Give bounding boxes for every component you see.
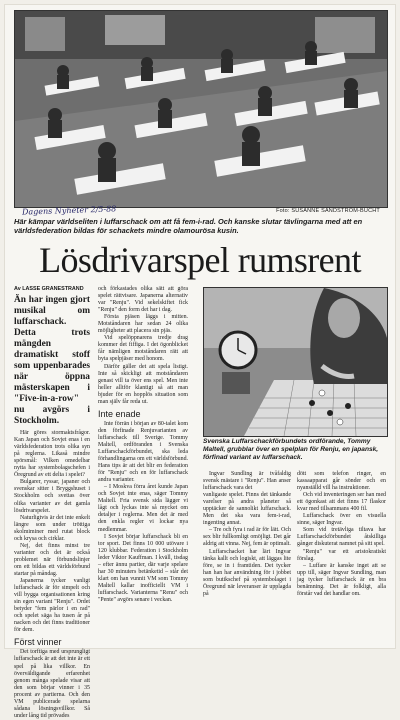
column-5-paragraph: Och vid inventeringen ser han med ett ögonkast att det finns 17 flaskor kvar med tillsammans 400 fil. (297, 492, 386, 513)
tournament-photo-illustration (15, 11, 387, 207)
handwritten-note: Dagens Nyheter 2/5-88 (21, 204, 117, 217)
column-2-paragraph: – I Moskva förra året kunde Japan och Sovjet inte enas, säger Tommy Maltell. Fria svensk sida lägger vi lågt och lyckas inte så mycket om detaljer i reglerna. Men det är med den enkla regler vi lockar nya medlemmar. (98, 484, 188, 533)
photo-credit: Foto: SUSANNE SANDSTRÖM-BUCHT (276, 208, 380, 214)
column-1-paragraph: Japanerna tycker vanligt luffarschack är för simpelt och vill bygga organisationen kring sin egen variant "Renju". Ordet betyder "fem pärlor i en rad" och spelet säga ha tusen år på nacken och det finns traditioner för dem. (14, 578, 90, 634)
top-photo-caption: Här kämpar världseliten i luffarschack om att få fem-i-rad. Och kanske slutar tävlingarna med att en världsfederation bildas för schackets mindre olamourösa kusin. (14, 217, 363, 235)
column-2-paragraph: Inte förrän i början av 80-talet kom den förfinade Renjuvarianten av luffarschack till Sverige. Tommy Maltell, ordföranden i Svenska Luffarschackförbundet, ska leda förhandlingarna om ett världsförbund. Hans tips är att det blir en federation för "Renju" och en för luffarschack andra varianter. (98, 420, 188, 484)
board-photo-caption: Svenska Luffarschackförbundets ordförande, Tommy Maltell, grubblar över en spelplan för Renju, en japansk, förfinad variant av luffarschack. (203, 438, 379, 461)
article-lead: Än har ingen gjort musikal om luffarschack. Detta trots mängden dramatiskt stoff som uppenbarades när öppna mästerskapen i "Five-in-a-row" nu avgörs i Stockholm. (14, 295, 90, 427)
article-column-5 (297, 471, 386, 645)
subheading-forst-vinner: Först vinner (14, 637, 62, 648)
article-column-1 (14, 286, 90, 719)
article-column-2 (98, 286, 188, 646)
column-4-paragraph: vanligaste spelet. Finns det tänkande varelser på andra planeter så upptäcker de sannolikt luffarschack. Men det ska vara fem-i-rad, ingenting annat. (203, 492, 291, 527)
column-2-paragraph: och förkastades olika sätt att göra spelet rättvisare. Japanerna alternativ var "Renju". Vid sekelskiftet fick "Renju" den form det har i dag. (98, 286, 188, 314)
subheading-inte-enade: Inte enade (98, 408, 141, 419)
renju-board-illustration (204, 288, 387, 436)
column-1-paragraph: Naturligtvis är det inte enkelt längre som under tröttiga skolmiminer med rutat block och krysa och cirklar. (14, 514, 90, 542)
column-5-paragraph: Som vid tretävliga tiltava har Luffarschackförbundet åtskilliga gånger diskuterat namnet på sitt spel. (297, 527, 386, 548)
column-4-paragraph: Ingvar Sundling är tvåfaldig svensk mästare i "Renju". Han anser luffarschack vara det (203, 471, 291, 492)
column-1-paragraph: Det torftiga med ursprungligt luffarschack är att det inte är ett spel på lika villkor. En överväldigande erfarenhet genom många spelade visar att den som börjar vinner i 35 procent av partierna. Och den VM publicerade spelarna sådana lösningsvillkor. Så under lång tid prövades (14, 649, 90, 719)
column-5-paragraph: dött som telefon ringer, en kassaapparat går sönder och en nyanställd vill ha instruktioner. (297, 471, 386, 492)
column-2-paragraph: I Sovjet börjar luffarschack bli en tor sport. Det finns 10 000 utövare i 120 klubbar. Federation i Stockholm leder Viktor Kauffman. I kväll, tisdag – efter ännu partier, där varje spelare har 30 minuters betänketid – står det klart om han vunnit VM som Tommy Maltell kallar inofficiellt VM i luffarschack. Varianterna "Renu" och "Pente" avgörs senare i veckan. (98, 533, 188, 603)
renju-board-photo (203, 287, 388, 437)
column-2-paragraph: Därför gäller det att spela listigt. Inte så skickligt att motståndaren genast vill ta över ens spel. Men inte heller alltför klantigt så att man bjuder för en hopplös situation som man själv får reda ut. (98, 363, 188, 405)
column-5-paragraph: – Luffare är kanske inget att se upp till, säger Ingvar Sundling, man jag tycker luffarschack är en bra benämning. Det är folkligt, alla förstår vad det handlar om. (297, 562, 386, 597)
column-1-paragraph: Här göres stormaktsfrågor. Kan Japan och Sovjet enas i en världsfederation trots olika syn på reglerna. Likaså mindre spörsmål: Vilken omedelbar nytta har systembolagschefen i Öregrund av ett delta i spelet? (14, 430, 90, 479)
column-4-paragraph: – Tre och fyra i rad är för lätt. Och sex blir fullkomligt omöjligt. Det går aldrig att vinna. Nej, fem är optimalt. (203, 527, 291, 548)
byline: Av LASSE GRANESTRAND (14, 286, 84, 292)
tournament-photo (14, 10, 388, 208)
column-5-paragraph: Luffarschack över en visuella sinne, säger Ingvar. (297, 513, 386, 527)
column-4-paragraph: Luffarschacket har lärt Ingvar tänka kallt och logiskt, att läggas lite före, se in i framtiden. Det tycker han han har användning för i jobbet som butikschef på systembolaget i Öregrund när leveranser är upplagda på (203, 548, 291, 597)
article-headline: Lösdrivarspel rumsrent (39, 240, 361, 280)
column-2-paragraph: Första pjäsen läggs i mitten. Motståndaren har sedan 24 olika möjligheter att placera sin pjäs. (98, 314, 188, 335)
column-2-paragraph: Vid spelöppnarens tredje drag kommer det fiffiga. I det ögonblicket får nämligen motståndaren rätt att byta spelpjäser med honom. (98, 335, 188, 363)
column-5-paragraph: "Renju" var ett aristokratiskt förslag. (297, 548, 386, 562)
article-column-4 (203, 471, 291, 645)
column-1-paragraph: Nej, det finns minst tre varianter och det är också problemet när förbundslinjer om ett bildas ett världsförbund startar på måndag. (14, 542, 90, 577)
column-1-paragraph: Bulgarer, ryssar, japaner och svenskar sitter i Bryggshuset i Stockholm och svettas över olika varianter av det gamla lösdrivarspelet. (14, 479, 90, 514)
